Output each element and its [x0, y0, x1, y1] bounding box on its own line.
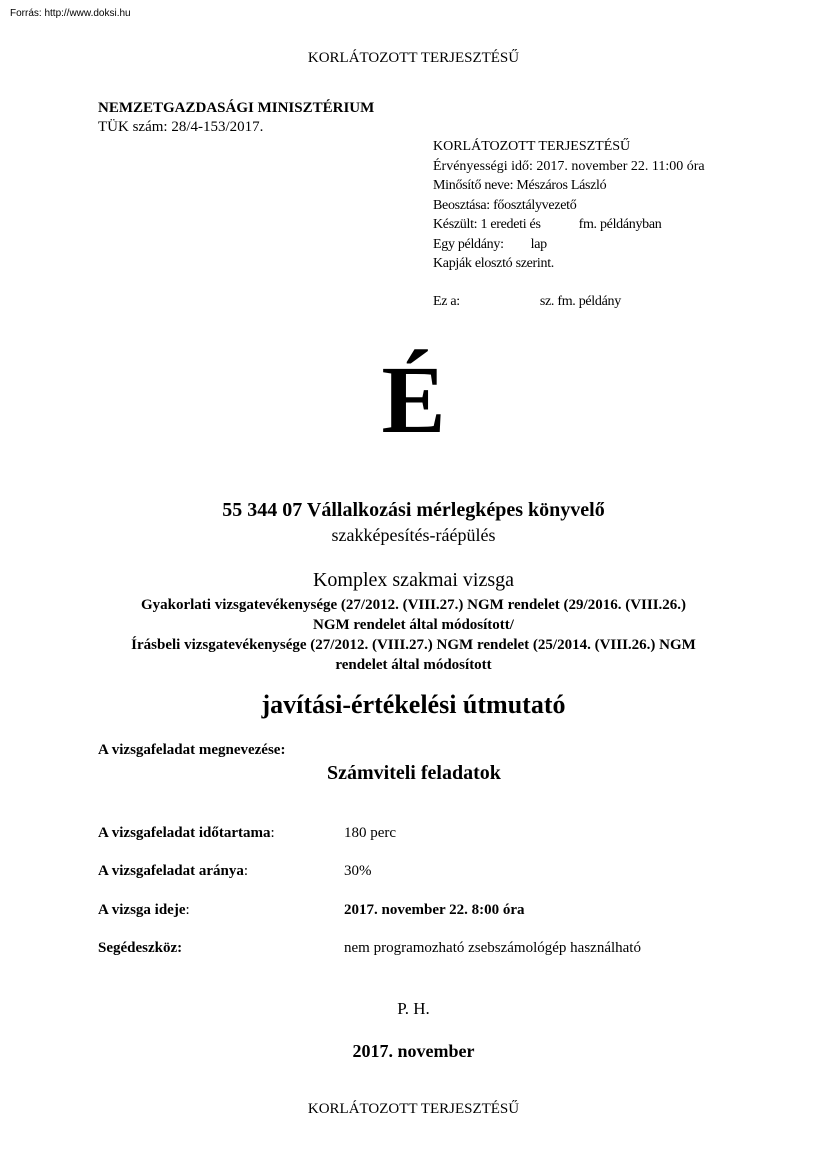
- copy-number-suffix: sz. fm. példány: [539, 293, 621, 309]
- ministry-name: NEMZETGAZDASÁGI MINISZTÉRIUM: [98, 100, 375, 116]
- security-block: [433, 137, 705, 311]
- exam-level-letter: É: [381, 346, 446, 453]
- date-value: 2017. november 22. 8:00 óra: [344, 902, 525, 918]
- written-regulation-line1: Írásbeli vizsgatevékenysége (27/2012. (VIII.27.) NGM rendelet (25/2014. (VIII.26.) NGM: [131, 637, 696, 653]
- copy-number: [433, 292, 705, 312]
- ratio-label: A vizsgafeladat aránya: [98, 863, 244, 879]
- copy-pages: [433, 235, 705, 255]
- guide-title: javítási-értékelési útmutató: [261, 690, 566, 719]
- duration-row: [98, 825, 275, 842]
- ratio-colon: :: [243, 863, 248, 879]
- date-colon: :: [185, 902, 190, 918]
- copies-made-prefix: Készült: 1 eredeti és: [433, 217, 541, 232]
- practical-regulation-line2: NGM rendelet által módosított/: [313, 617, 514, 633]
- duration-value: 180 perc: [344, 825, 397, 841]
- tuk-number: TÜK szám: 28/4-153/2017.: [98, 119, 264, 135]
- header-classification: KORLÁTOZOTT TERJESZTÉSŰ: [307, 50, 520, 66]
- footer-classification: KORLÁTOZOTT TERJESZTÉSŰ: [307, 1101, 520, 1117]
- tools-label: Segédeszköz:: [98, 940, 183, 956]
- date-row: [98, 902, 190, 919]
- qualification-subtitle: szakképesítés-ráépülés: [331, 525, 496, 545]
- practical-regulation: [0, 595, 827, 675]
- copies-made: [433, 215, 705, 235]
- issue-date: 2017. november: [352, 1041, 475, 1061]
- copy-pages-suffix: lap: [530, 236, 547, 252]
- exam-type: Komplex szakmai vizsga: [312, 569, 515, 591]
- validity-time: Érvényességi idő: 2017. november 22. 11:00 óra: [433, 158, 705, 174]
- copies-made-suffix: fm. példányban: [578, 217, 662, 232]
- classifier-position: Beosztása: főosztályvezető: [433, 197, 577, 213]
- classifier-name: Minősítő neve: Mészáros László: [433, 178, 607, 193]
- ratio-value: 30%: [344, 863, 372, 879]
- task-name-value: Számviteli feladatok: [327, 762, 501, 784]
- tools-value: nem programozható zsebszámológép használható: [344, 940, 641, 956]
- date-label: A vizsga ideje: [98, 902, 186, 918]
- qualification-title: 55 344 07 Vállalkozási mérlegképes könyvelő: [222, 499, 605, 521]
- task-name-label: A vizsgafeladat megnevezése:: [98, 742, 286, 758]
- duration-label: A vizsgafeladat időtartama: [98, 825, 271, 841]
- distribution: Kapják elosztó szerint.: [433, 256, 555, 271]
- duration-colon: :: [270, 825, 275, 841]
- copy-pages-prefix: Egy példány:: [433, 236, 504, 252]
- copy-number-prefix: Ez a:: [433, 293, 460, 309]
- practical-regulation-line1: Gyakorlati vizsgatevékenysége (27/2012. (VIII.27.) NGM rendelet (29/2016. (VIII.26.): [140, 597, 687, 613]
- ratio-row: [98, 863, 248, 880]
- security-classification: KORLÁTOZOTT TERJESZTÉSŰ: [433, 139, 631, 154]
- written-regulation-line2: rendelet által módosított: [335, 657, 492, 673]
- stamp-place: P. H.: [397, 999, 430, 1018]
- source-url: Forrás: http://www.doksi.hu: [10, 8, 131, 19]
